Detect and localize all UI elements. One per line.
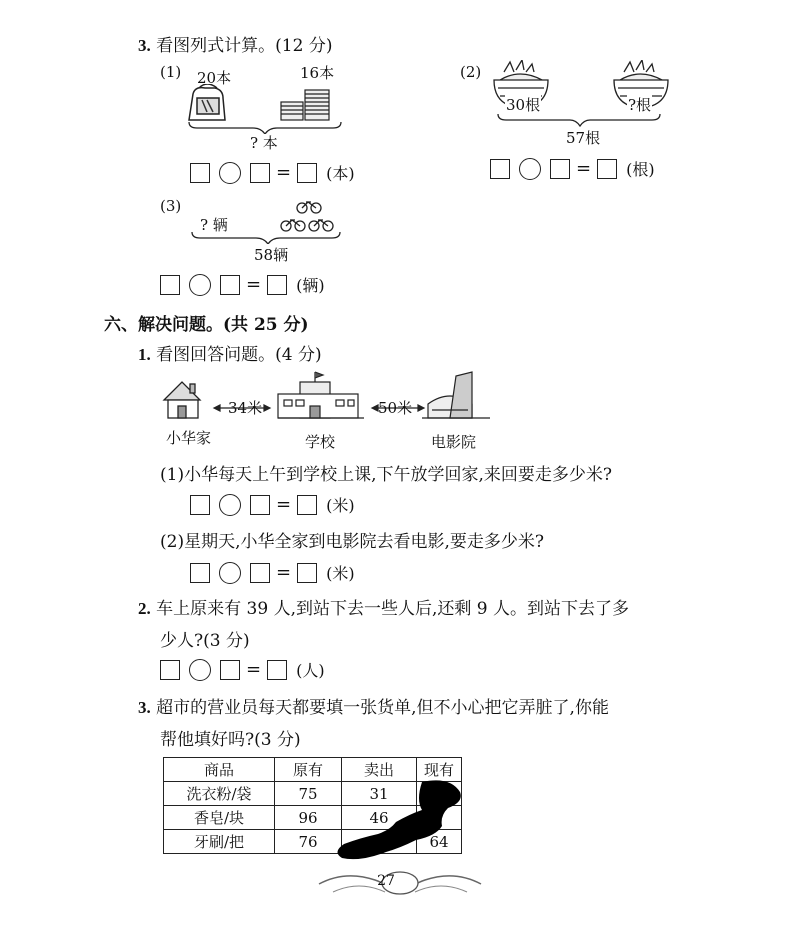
quantity-label: 20本 [197,69,232,87]
question-line: 车上原来有 39 人,到站下去一些人后,还剩 9 人。到站下去了多 [156,599,630,619]
table-header-cell: 商品 [164,758,275,782]
answer-box[interactable] [160,275,180,295]
answer-box[interactable] [190,163,210,183]
total-label: 58辆 [254,246,289,264]
answer-box[interactable] [190,495,210,515]
distance-label: 34米 [228,399,263,417]
part-label: (3) [160,197,182,215]
operator-circle[interactable] [189,659,211,681]
table-cell: 64 [417,830,462,854]
question-line: 帮他填好吗?(3 分) [160,730,301,750]
quantity-label: ? 辆 [200,216,228,234]
answer-box[interactable] [550,159,570,179]
unit-label: (人) [296,661,325,680]
equals-sign: = [276,494,292,515]
operator-circle[interactable] [219,562,241,584]
answer-box[interactable] [250,495,270,515]
question-text [138,693,609,718]
place-label: 电影院 [431,433,477,451]
distance-label: 50米 [378,399,413,417]
total-label: ? 本 [250,134,278,152]
table-cell: 洗衣粉/袋 [164,782,275,806]
table-cell: 76 [275,830,342,854]
table-cell: 牙刷/把 [164,830,275,854]
table-cell: 46 [342,806,417,830]
equation-row [160,658,325,681]
operator-circle[interactable] [189,274,211,296]
table-header-cell: 卖出 [342,758,417,782]
answer-box[interactable] [250,163,270,183]
question-heading [138,340,322,365]
answer-box[interactable] [297,163,317,183]
question-title: 看图回答问题。(4 分) [156,345,322,365]
equation-row [490,157,655,180]
question-number: 3. [138,36,151,55]
table-header-cell: 原有 [275,758,342,782]
equals-sign: = [276,562,292,583]
equals-sign: = [576,158,592,179]
place-label: 学校 [305,433,336,451]
total-label: 57根 [566,129,601,147]
operator-circle[interactable] [519,158,541,180]
page-number: 27 [377,873,395,889]
question-line: 超市的营业员每天都要填一张货单,但不小心把它弄脏了,你能 [156,698,609,718]
ink-stain-blot [330,778,470,868]
quantity-label: ?根 [628,96,652,114]
answer-box[interactable] [160,660,180,680]
operator-circle[interactable] [219,494,241,516]
table-cell: 75 [275,782,342,806]
quantity-label: 16本 [300,64,335,82]
table-cell: 31 [342,782,417,806]
answer-box[interactable] [250,563,270,583]
question-number: 2. [138,599,151,618]
table-header-cell: 现有 [417,758,462,782]
answer-box[interactable] [297,495,317,515]
unit-label: (米) [326,564,355,583]
part-label: (1) [160,63,182,81]
answer-box[interactable] [220,660,240,680]
table-cell: 96 [275,806,342,830]
bicycle-icon [309,220,333,231]
table-cell: 香皂/块 [164,806,275,830]
answer-box[interactable] [190,563,210,583]
question-number: 3. [138,698,151,717]
schoolbag-icon [189,84,225,120]
equals-sign: = [246,659,262,680]
bicycles-illustration [190,196,350,244]
answer-box[interactable] [597,159,617,179]
bicycle-icon [281,220,305,231]
unit-label: (辆) [296,276,325,295]
answer-box[interactable] [490,159,510,179]
school-building-icon [278,372,364,418]
house-icon [164,382,200,418]
unit-label: (米) [326,496,355,515]
unit-label: (根) [626,160,655,179]
equation-row [190,161,355,184]
route-map-illustration [160,370,500,430]
question-title: 看图列式计算。(12 分) [156,36,333,56]
question-text [138,594,629,619]
sub-question-text: (1)小华每天上午到学校上课,下午放学回家,来回要走多少米? [160,465,613,485]
place-label: 小华家 [166,429,212,447]
operator-circle[interactable] [219,162,241,184]
quantity-label: 30根 [506,96,541,114]
part-label: (2) [460,63,482,81]
answer-box[interactable] [297,563,317,583]
brace-icon [192,232,340,244]
question-number: 1. [138,345,151,364]
unit-label: (本) [326,164,355,183]
equation-row [190,493,355,516]
cinema-building-icon [422,372,490,418]
equals-sign: = [276,162,292,183]
books-stack-icon [281,90,329,120]
sub-question-text: (2)星期天,小华全家到电影院去看电影,要走多少米? [160,532,545,552]
section-heading: 六、解决问题。(共 25 分) [104,315,309,335]
equation-row [160,273,325,296]
question-line: 少人?(3 分) [160,631,250,651]
equation-row [190,561,355,584]
schoolbag-and-books-illustration [185,84,345,134]
equals-sign: = [246,274,262,295]
answer-box[interactable] [220,275,240,295]
page-number-ornament [315,866,485,902]
answer-box[interactable] [267,660,287,680]
brace-icon [498,114,660,126]
question-heading [138,31,332,56]
answer-box[interactable] [267,275,287,295]
bicycle-icon [297,202,321,213]
